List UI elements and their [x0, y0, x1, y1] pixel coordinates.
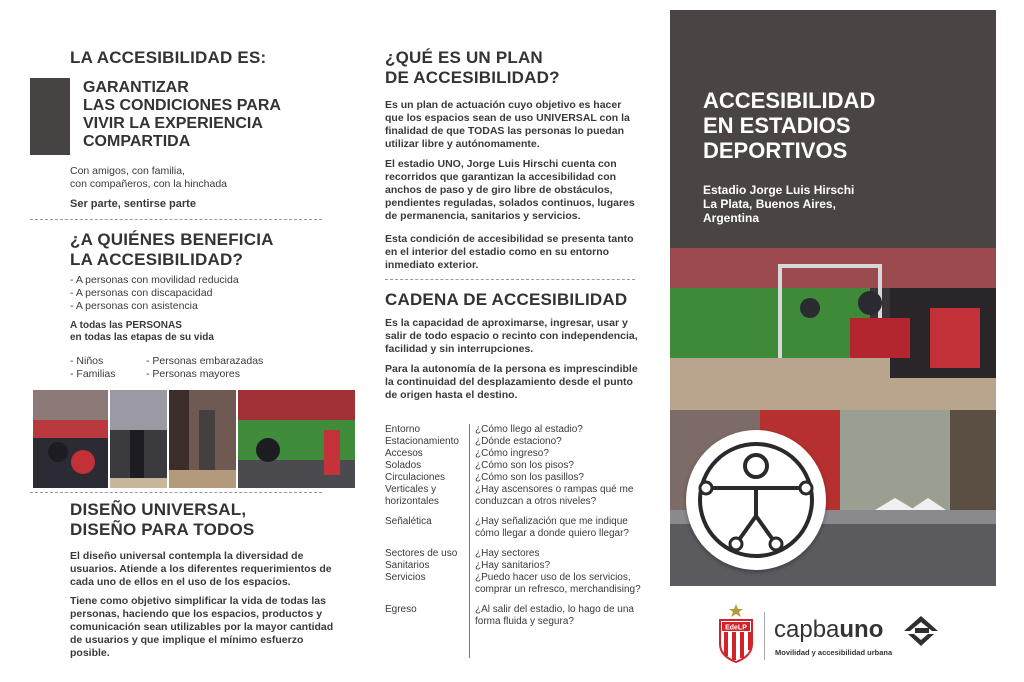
beneficiaries-list [70, 274, 239, 313]
section-title-plan [385, 48, 560, 88]
title-line: DE ACCESIBILIDAD? [385, 68, 560, 87]
stadium-photo [169, 390, 236, 488]
cover-title [703, 88, 875, 163]
belong-text: Ser parte, sentirse parte [70, 198, 196, 210]
divider [30, 492, 322, 493]
list-item: - Personas mayores [146, 368, 240, 380]
plan-paragraph: Es un plan de actuación cuyo objetivo es hacer que los espacios sean de uso UNIVERSAL con la finalidad de que TODAS las personas lo puedan utilizar libre y autónomamente. [385, 99, 630, 150]
estudiantes-crest [716, 604, 756, 669]
crest-text: EdeLP [725, 624, 747, 632]
chain-key: Sectores de uso [385, 548, 458, 559]
chain-question: ¿Hay ascensores o rampas qué me conduzcan a otros niveles? [475, 484, 634, 507]
cover-title-line: DEPORTIVOS [703, 138, 848, 163]
chain-key: Verticales y horizontales [385, 484, 439, 507]
chain-question: ¿Cómo son los pisos? [475, 460, 574, 471]
stadium-stands-photo [670, 248, 996, 410]
with-line: con compañeros, con la hinchada [70, 178, 228, 190]
title-line: DISEÑO PARA TODOS [70, 520, 255, 539]
chain-question: ¿Hay señalización que me indique cómo llegar a donde quiero llegar? [475, 516, 629, 539]
cover-subtitle-line: Argentina [703, 211, 760, 225]
list-item: - Familias [70, 368, 116, 380]
title-line: DISEÑO UNIVERSAL, [70, 500, 247, 519]
photo-strip [33, 390, 355, 488]
cover-subtitle [703, 183, 854, 225]
chain-key: Servicios [385, 572, 426, 583]
chain-row [385, 436, 645, 448]
section-title-accessibility: LA ACCESIBILIDAD ES: [70, 48, 267, 67]
divider [385, 279, 635, 280]
accessibility-logo [686, 430, 826, 570]
plan-paragraph: Esta condición de accesibilidad se presenta tanto en el interior del estadio como en su entorno inmediato exterior. [385, 233, 634, 271]
crest-icon [716, 604, 756, 664]
section-title-universal-design [70, 500, 254, 540]
stadium-photo [110, 390, 167, 488]
all-people-line: A todas las PERSONAS [70, 320, 182, 331]
guarantee-line: COMPARTIDA [83, 133, 191, 150]
logo-divider [764, 612, 765, 660]
chain-question: ¿Cómo llego al estadio? [475, 424, 583, 435]
stadium-photo [33, 390, 108, 488]
guarantee-line: VIVIR LA EXPERIENCIA [83, 115, 263, 132]
universal-access-icon [686, 430, 826, 570]
guarantee-heading [83, 79, 281, 151]
plan-paragraph: El estadio UNO, Jorge Luis Hirschi cuenta con recorridos que garantizan la accesibilidad con anchos de paso y de giro libre de obstáculos, pendientes reguladas, solados continuos, lugares de permanencia, sanitarios y servicios. [385, 158, 635, 222]
chain-row [385, 484, 645, 508]
capbauno-logo [774, 617, 883, 643]
chain-row [385, 548, 645, 560]
list-item: - A personas con discapacidad [70, 287, 213, 299]
section-title-beneficiaries [70, 230, 274, 270]
chain-row [385, 516, 645, 540]
section-title-chain: CADENA DE ACCESIBILIDAD [385, 290, 628, 309]
chain-paragraph: Para la autonomía de la persona es imprescindible la continuidad del desplazamiento desde el punto de origen hasta el destino. [385, 363, 638, 401]
cover-title-line: EN ESTADIOS [703, 113, 851, 138]
chain-row [385, 572, 645, 596]
universal-design-paragraph: El diseño universal contempla la diversidad de usuarios. Atiende a los diferentes requerimientos de cada uno de ellos en el uso de los espacios. [70, 550, 332, 588]
with-text [70, 165, 320, 191]
cover-subtitle-line: Estadio Jorge Luis Hirschi [703, 183, 855, 197]
chain-key: Estacionamiento [385, 436, 459, 447]
chain-row [385, 560, 645, 572]
cover-subtitle-line: La Plata, Buenos Aires, [703, 197, 836, 211]
title-line: LA ACCESIBILIDAD? [70, 250, 244, 269]
brand-bold: uno [839, 616, 884, 643]
chain-row [385, 460, 645, 472]
chain-key: Señalética [385, 516, 432, 527]
list-item: - A personas con movilidad reducida [70, 274, 239, 286]
accent-bar [30, 78, 70, 155]
divider [30, 219, 322, 220]
chain-paragraph: Es la capacidad de aproximarse, ingresar, usar y salir de todo espacio o recinto con independencia, facilidad y sin interrupciones. [385, 317, 638, 355]
chain-row [385, 472, 645, 484]
all-people-line: en todas las etapas de su vida [70, 332, 214, 343]
chain-key: Sanitarios [385, 560, 430, 571]
chain-table [385, 424, 645, 628]
list-item: - Personas embarazadas [146, 355, 264, 367]
brand-light: capba [774, 616, 840, 643]
title-line: ¿A QUIÉNES BENEFICIA [70, 230, 274, 249]
chain-key: Entorno [385, 424, 421, 435]
title-line: ¿QUÉ ES UN PLAN [385, 48, 543, 67]
chain-question: ¿Hay sanitarios? [475, 560, 551, 571]
cover-title-line: ACCESIBILIDAD [703, 88, 876, 113]
people-grid [70, 355, 300, 381]
guarantee-line: GARANTIZAR [83, 79, 189, 96]
with-line: Con amigos, con familia, [70, 165, 185, 177]
chain-key: Accesos [385, 448, 423, 459]
chain-question: ¿Cómo son los pasillos? [475, 472, 584, 483]
chain-question: ¿Puedo hacer uso de los servicios, comprar un refresco, merchandising? [475, 572, 641, 595]
chain-question: ¿Cómo ingreso? [475, 448, 549, 459]
chain-key: Solados [385, 460, 422, 471]
guarantee-line: LAS CONDICIONES PARA [83, 97, 281, 114]
list-item: - A personas con asistencia [70, 300, 198, 312]
chain-key: Circulaciones [385, 472, 446, 483]
chain-question: ¿Hay sectores [475, 548, 540, 559]
chain-row [385, 604, 645, 628]
universal-design-paragraph: Tiene como objetivo simplificar la vida de todas las personas, haciendo que los espacios, productos y comunicación sean utilizables por la mayor cantidad de usuarios y que implique el mínimo esfuerzo posible. [70, 595, 334, 659]
list-item: - Niños [70, 355, 104, 367]
chain-key: Egreso [385, 604, 417, 615]
stadium-photo [238, 390, 355, 488]
chain-question: ¿Dónde estaciono? [475, 436, 562, 447]
all-people-text [70, 320, 214, 344]
chain-question: ¿Al salir del estadio, lo hago de una forma fluida y segura? [475, 604, 634, 627]
chain-row [385, 448, 645, 460]
capbauno-tagline: Movilidad y accesibilidad urbana [775, 648, 893, 657]
capbauno-mark-icon [902, 614, 940, 653]
chain-row [385, 424, 645, 436]
